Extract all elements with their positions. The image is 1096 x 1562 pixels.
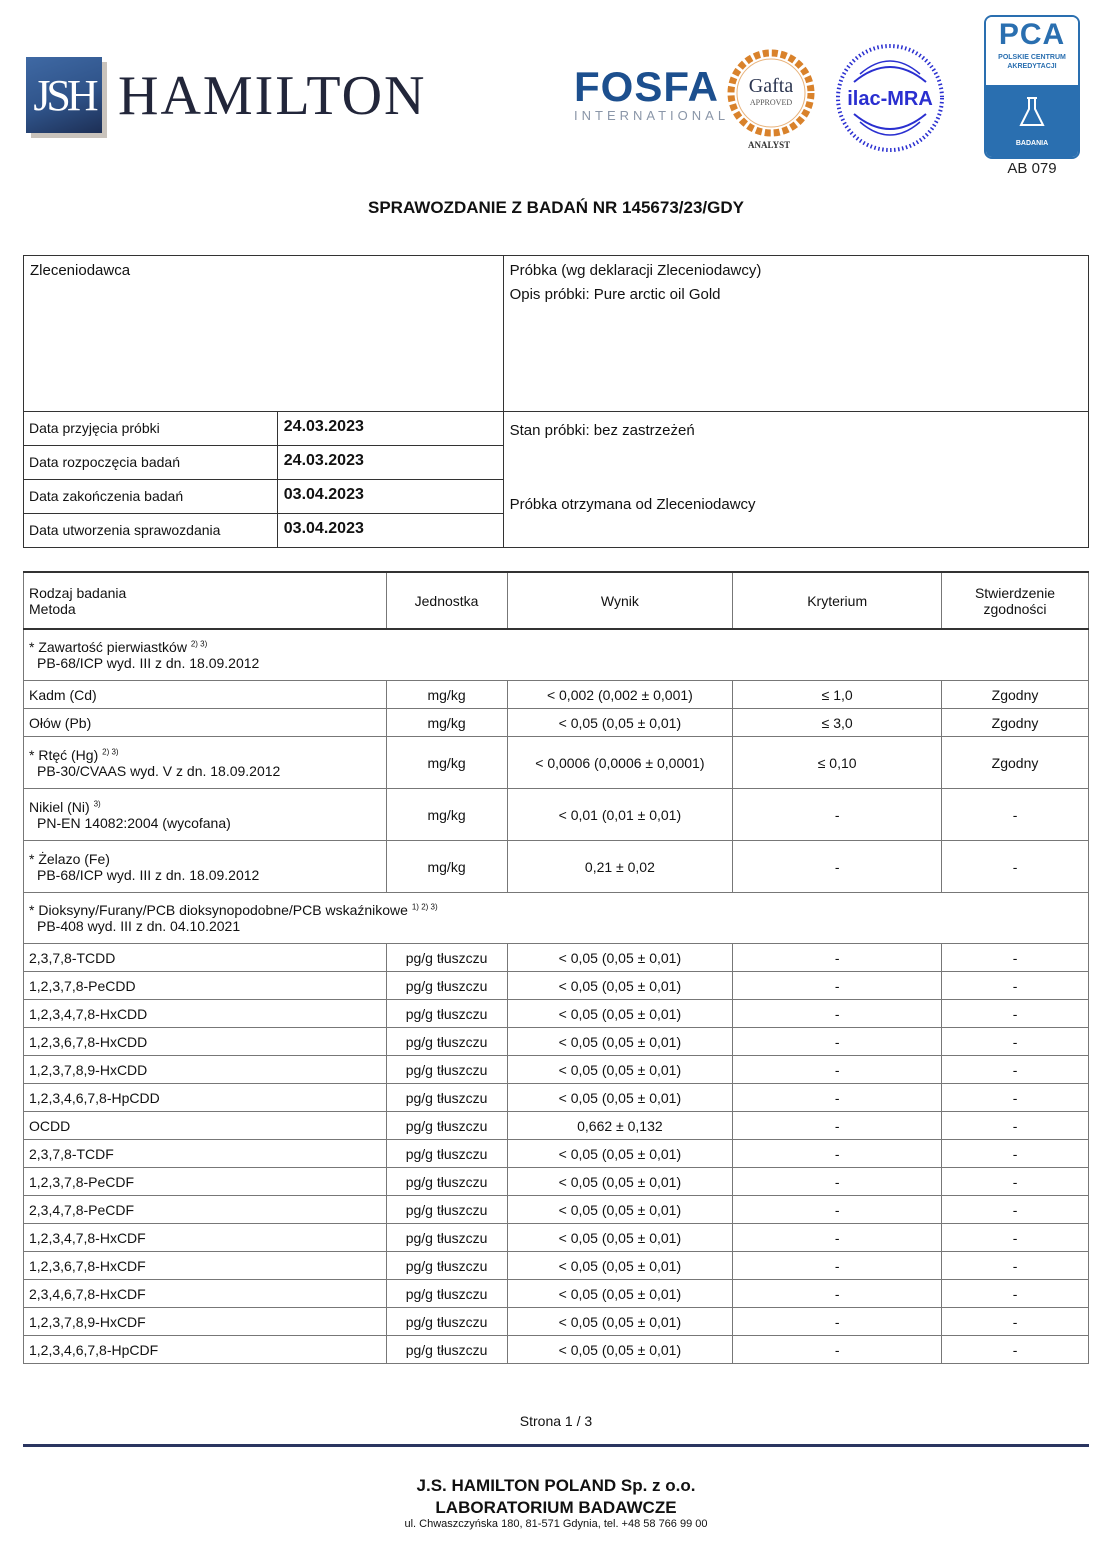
conformity-cell: Zgodny xyxy=(942,737,1089,789)
unit-cell: pg/g tłuszczu xyxy=(386,1056,507,1084)
table-row xyxy=(24,1140,1089,1168)
conformity-cell: - xyxy=(942,1308,1089,1336)
company-name: J.S. HAMILTON POLAND Sp. z o.o. xyxy=(416,1476,696,1495)
criterion-cell: - xyxy=(733,1252,942,1280)
header-conformity xyxy=(942,572,1089,629)
result-cell: < 0,05 (0,05 ± 0,01) xyxy=(507,1224,733,1252)
analyte-cell xyxy=(24,1112,387,1140)
unit-cell: mg/kg xyxy=(386,789,507,841)
sample-label: Próbka (wg deklaracji Zleceniodawcy) xyxy=(509,262,762,279)
ilac-name: ilac-MRA xyxy=(847,88,933,110)
result-cell: < 0,05 (0,05 ± 0,01) xyxy=(507,709,733,737)
unit-cell: pg/g tłuszczu xyxy=(386,1336,507,1364)
analyte-name: 1,2,3,6,7,8-HxCDF xyxy=(29,1257,146,1274)
analyte-cell xyxy=(24,1056,387,1084)
section-cell xyxy=(24,893,1089,944)
header-test-type-label: Rodzaj badania xyxy=(29,584,127,601)
unit-cell: pg/g tłuszczu xyxy=(386,1112,507,1140)
header-result: Wynik xyxy=(507,572,733,629)
analyte-name: 1,2,3,4,7,8-HxCDD xyxy=(29,1005,148,1022)
analyte-name: 1,2,3,6,7,8-HxCDD xyxy=(29,1033,148,1050)
info-table xyxy=(23,255,1089,548)
conformity-cell: - xyxy=(942,1252,1089,1280)
date-label: Data utworzenia sprawozdania xyxy=(24,514,278,548)
section-method: PB-408 wyd. III z dn. 04.10.2021 xyxy=(37,918,241,934)
table-row xyxy=(24,972,1089,1000)
criterion-cell: - xyxy=(733,1308,942,1336)
criterion-cell: - xyxy=(733,1168,942,1196)
analyte-name: 1,2,3,4,6,7,8-HpCDF xyxy=(29,1341,159,1358)
analyte-cell xyxy=(24,1308,387,1336)
analyte-cell xyxy=(24,1196,387,1224)
table-row xyxy=(24,789,1089,841)
unit-cell: pg/g tłuszczu xyxy=(386,1224,507,1252)
unit-cell: mg/kg xyxy=(386,841,507,893)
table-row xyxy=(24,841,1089,893)
section-cell xyxy=(24,629,1089,681)
conformity-cell: - xyxy=(942,1140,1089,1168)
analyte-name: 2,3,7,8-TCDF xyxy=(29,1145,114,1162)
result-cell: < 0,05 (0,05 ± 0,01) xyxy=(507,1336,733,1364)
analyte-name: Ołów (Pb) xyxy=(29,714,92,731)
jsh-monogram: JSH xyxy=(33,70,95,120)
analyte-name: 1,2,3,4,7,8-HxCDF xyxy=(29,1229,146,1246)
conformity-cell: Zgodny xyxy=(942,681,1089,709)
conformity-cell: - xyxy=(942,944,1089,972)
analyte-cell xyxy=(24,789,387,841)
header-conformity-line2: zgodności xyxy=(983,600,1047,617)
header-criterion: Kryterium xyxy=(733,572,942,629)
table-row xyxy=(24,681,1089,709)
analyte-cell xyxy=(24,1168,387,1196)
analyte-name: 2,3,7,8-TCDD xyxy=(29,949,116,966)
unit-cell: pg/g tłuszczu xyxy=(386,1028,507,1056)
date-value: 03.04.2023 xyxy=(277,514,503,548)
footer-company xyxy=(0,1475,1096,1519)
result-cell: < 0,05 (0,05 ± 0,01) xyxy=(507,1056,733,1084)
pca-line1: POLSKIE CENTRUM xyxy=(998,54,1066,61)
table-row xyxy=(24,1224,1089,1252)
criterion-cell: - xyxy=(733,1028,942,1056)
criterion-cell: - xyxy=(733,1000,942,1028)
analyte-name: 2,3,4,6,7,8-HxCDF xyxy=(29,1285,146,1302)
conformity-cell: - xyxy=(942,1224,1089,1252)
criterion-cell: ≤ 3,0 xyxy=(733,709,942,737)
analyte-cell xyxy=(24,841,387,893)
conformity-cell: - xyxy=(942,972,1089,1000)
criterion-cell: - xyxy=(733,1140,942,1168)
analyte-cell xyxy=(24,1084,387,1112)
footer-divider xyxy=(23,1444,1089,1447)
result-cell: < 0,01 (0,01 ± 0,01) xyxy=(507,789,733,841)
analyte-name: 1,2,3,4,6,7,8-HpCDD xyxy=(29,1089,160,1106)
conformity-cell: Zgodny xyxy=(942,709,1089,737)
table-row xyxy=(24,1112,1089,1140)
criterion-cell: - xyxy=(733,1336,942,1364)
result-cell: < 0,05 (0,05 ± 0,01) xyxy=(507,1308,733,1336)
unit-cell: pg/g tłuszczu xyxy=(386,1084,507,1112)
conformity-cell: - xyxy=(942,789,1089,841)
footer-address: ul. Chwaszczyńska 180, 81-571 Gdynia, tel. +48 58 766 99 00 xyxy=(404,1518,708,1530)
hamilton-wordmark: HAMILTON xyxy=(118,65,427,127)
criterion-cell: - xyxy=(733,944,942,972)
unit-cell: pg/g tłuszczu xyxy=(386,944,507,972)
result-cell: < 0,05 (0,05 ± 0,01) xyxy=(507,1280,733,1308)
criterion-cell: - xyxy=(733,789,942,841)
table-row xyxy=(24,1028,1089,1056)
analyte-cell xyxy=(24,1000,387,1028)
criterion-cell: ≤ 1,0 xyxy=(733,681,942,709)
criterion-cell: - xyxy=(733,1084,942,1112)
pca-accreditation-code: AB 079 xyxy=(1007,160,1057,177)
unit-cell: pg/g tłuszczu xyxy=(386,1140,507,1168)
criterion-cell: - xyxy=(733,972,942,1000)
gafta-analyst: ANALYST xyxy=(748,140,791,150)
result-cell: < 0,05 (0,05 ± 0,01) xyxy=(507,972,733,1000)
table-row xyxy=(24,1308,1089,1336)
criterion-cell: - xyxy=(733,1112,942,1140)
unit-cell: pg/g tłuszczu xyxy=(386,1000,507,1028)
table-row xyxy=(24,1056,1089,1084)
result-cell: 0,662 ± 0,132 xyxy=(507,1112,733,1140)
result-cell: < 0,05 (0,05 ± 0,01) xyxy=(507,1196,733,1224)
report-title: SPRAWOZDANIE Z BADAŃ NR 145673/23/GDY xyxy=(368,198,744,217)
footnote-ref: 2) 3) xyxy=(190,639,208,649)
client-label: Zleceniodawca xyxy=(30,262,131,279)
conformity-cell: - xyxy=(942,841,1089,893)
unit-cell: mg/kg xyxy=(386,737,507,789)
unit-cell: pg/g tłuszczu xyxy=(386,1196,507,1224)
analyte-cell xyxy=(24,1224,387,1252)
analyte-method: PB-30/CVAAS wyd. V z dn. 18.09.2012 xyxy=(37,762,281,779)
table-row xyxy=(24,1336,1089,1364)
fosfa-logo xyxy=(574,63,730,123)
section-title: * Zawartość pierwiastków xyxy=(29,639,187,655)
result-cell: < 0,05 (0,05 ± 0,01) xyxy=(507,1028,733,1056)
section-title: * Dioksyny/Furany/PCB dioksynopodobne/PCB wskaźnikowe xyxy=(29,902,408,918)
result-cell: < 0,05 (0,05 ± 0,01) xyxy=(507,1140,733,1168)
footnote-ref: 1) 2) 3) xyxy=(411,902,438,912)
date-value: 24.03.2023 xyxy=(277,412,503,446)
analyte-name: 2,3,4,7,8-PeCDF xyxy=(29,1201,135,1218)
criterion-cell: ≤ 0,10 xyxy=(733,737,942,789)
result-cell: < 0,0006 (0,0006 ± 0,0001) xyxy=(507,737,733,789)
conformity-cell: - xyxy=(942,1056,1089,1084)
analyte-name: 1,2,3,7,8-PeCDD xyxy=(29,977,136,994)
date-label: Data przyjęcia próbki xyxy=(24,412,278,446)
lab-name: LABORATORIUM BADAWCZE xyxy=(435,1498,677,1517)
analyte-cell xyxy=(24,1028,387,1056)
analyte-name: Nikiel (Ni) xyxy=(29,798,90,815)
analyte-name: 1,2,3,7,8,9-HxCDD xyxy=(29,1061,148,1078)
flask-icon xyxy=(1017,95,1047,131)
analyte-cell xyxy=(24,1280,387,1308)
sample-description: Opis próbki: Pure arctic oil Gold xyxy=(509,286,721,303)
page-number: Strona 1 / 3 xyxy=(519,1413,593,1429)
result-cell: < 0,05 (0,05 ± 0,01) xyxy=(507,1084,733,1112)
sample-source: Próbka otrzymana od Zleceniodawcy xyxy=(509,496,756,513)
result-cell: < 0,05 (0,05 ± 0,01) xyxy=(507,1252,733,1280)
results-table xyxy=(23,571,1089,1364)
header-unit: Jednostka xyxy=(386,572,507,629)
gafta-wreath-icon xyxy=(726,48,816,138)
section-row xyxy=(24,893,1089,944)
table-row xyxy=(24,1196,1089,1224)
analyte-name: 1,2,3,7,8-PeCDF xyxy=(29,1173,135,1190)
unit-cell: pg/g tłuszczu xyxy=(386,1280,507,1308)
criterion-cell: - xyxy=(733,1280,942,1308)
analyte-cell xyxy=(24,1252,387,1280)
conformity-cell: - xyxy=(942,1028,1089,1056)
table-row xyxy=(24,1168,1089,1196)
analyte-cell xyxy=(24,944,387,972)
client-cell xyxy=(24,256,504,412)
conformity-cell: - xyxy=(942,1168,1089,1196)
table-row xyxy=(24,1252,1089,1280)
table-row xyxy=(24,1280,1089,1308)
criterion-cell: - xyxy=(733,1056,942,1084)
pca-label: BADANIA xyxy=(1015,140,1049,147)
date-label: Data rozpoczęcia badań xyxy=(24,446,278,480)
unit-cell: mg/kg xyxy=(386,709,507,737)
unit-cell: pg/g tłuszczu xyxy=(386,972,507,1000)
header-method-label: Metoda xyxy=(29,600,76,617)
result-cell: < 0,05 (0,05 ± 0,01) xyxy=(507,944,733,972)
date-value: 24.03.2023 xyxy=(277,446,503,480)
pca-name: PCA xyxy=(998,18,1066,51)
analyte-name: * Żelazo (Fe) xyxy=(29,850,110,867)
analyte-name: 1,2,3,7,8,9-HxCDF xyxy=(29,1313,146,1330)
conformity-cell: - xyxy=(942,1280,1089,1308)
sample-cell xyxy=(503,256,1088,412)
result-cell: < 0,002 (0,002 ± 0,001) xyxy=(507,681,733,709)
sample-state-cell xyxy=(503,412,1088,548)
table-row xyxy=(24,1084,1089,1112)
conformity-cell: - xyxy=(942,1084,1089,1112)
pca-line2: AKREDYTACJI xyxy=(1007,63,1057,70)
analyte-cell xyxy=(24,1140,387,1168)
criterion-cell: - xyxy=(733,1224,942,1252)
unit-cell: pg/g tłuszczu xyxy=(386,1252,507,1280)
result-cell: < 0,05 (0,05 ± 0,01) xyxy=(507,1000,733,1028)
table-row xyxy=(24,737,1089,789)
date-value: 03.04.2023 xyxy=(277,480,503,514)
result-cell: 0,21 ± 0,02 xyxy=(507,841,733,893)
footnote-ref: 2) 3) xyxy=(102,746,119,756)
fosfa-name: FOSFA xyxy=(574,63,720,110)
ilac-mra-icon xyxy=(834,42,946,154)
analyte-method: PB-68/ICP wyd. III z dn. 18.09.2012 xyxy=(37,866,260,883)
analyte-name: * Rtęć (Hg) xyxy=(29,746,99,763)
analyte-method: PN-EN 14082:2004 (wycofana) xyxy=(37,814,231,831)
header-test-type xyxy=(24,572,387,629)
unit-cell: pg/g tłuszczu xyxy=(386,1168,507,1196)
conformity-cell: - xyxy=(942,1196,1089,1224)
footnote-ref: 3) xyxy=(93,798,101,808)
section-row xyxy=(24,629,1089,681)
gafta-sub: APPROVED xyxy=(749,98,793,107)
table-row xyxy=(24,709,1089,737)
header-conformity-line1: Stwierdzenie xyxy=(974,584,1056,601)
table-row xyxy=(24,1000,1089,1028)
gafta-name: Gafta xyxy=(748,75,794,97)
criterion-cell: - xyxy=(733,841,942,893)
analyte-cell xyxy=(24,737,387,789)
result-cell: < 0,05 (0,05 ± 0,01) xyxy=(507,1168,733,1196)
criterion-cell: - xyxy=(733,1196,942,1224)
analyte-cell xyxy=(24,1336,387,1364)
analyte-cell xyxy=(24,972,387,1000)
analyte-cell xyxy=(24,681,387,709)
analyte-cell xyxy=(24,709,387,737)
conformity-cell: - xyxy=(942,1000,1089,1028)
fosfa-sub: INTERNATIONAL xyxy=(574,108,730,123)
pca-logo xyxy=(984,15,1080,159)
section-method: PB-68/ICP wyd. III z dn. 18.09.2012 xyxy=(37,655,260,671)
date-label: Data zakończenia badań xyxy=(24,480,278,514)
conformity-cell: - xyxy=(942,1112,1089,1140)
analyte-name: Kadm (Cd) xyxy=(29,686,97,703)
sample-state: Stan próbki: bez zastrzeżeń xyxy=(509,422,695,439)
analyte-name: OCDD xyxy=(29,1117,71,1134)
unit-cell: pg/g tłuszczu xyxy=(386,1308,507,1336)
unit-cell: mg/kg xyxy=(386,681,507,709)
conformity-cell: - xyxy=(942,1336,1089,1364)
table-row xyxy=(24,944,1089,972)
